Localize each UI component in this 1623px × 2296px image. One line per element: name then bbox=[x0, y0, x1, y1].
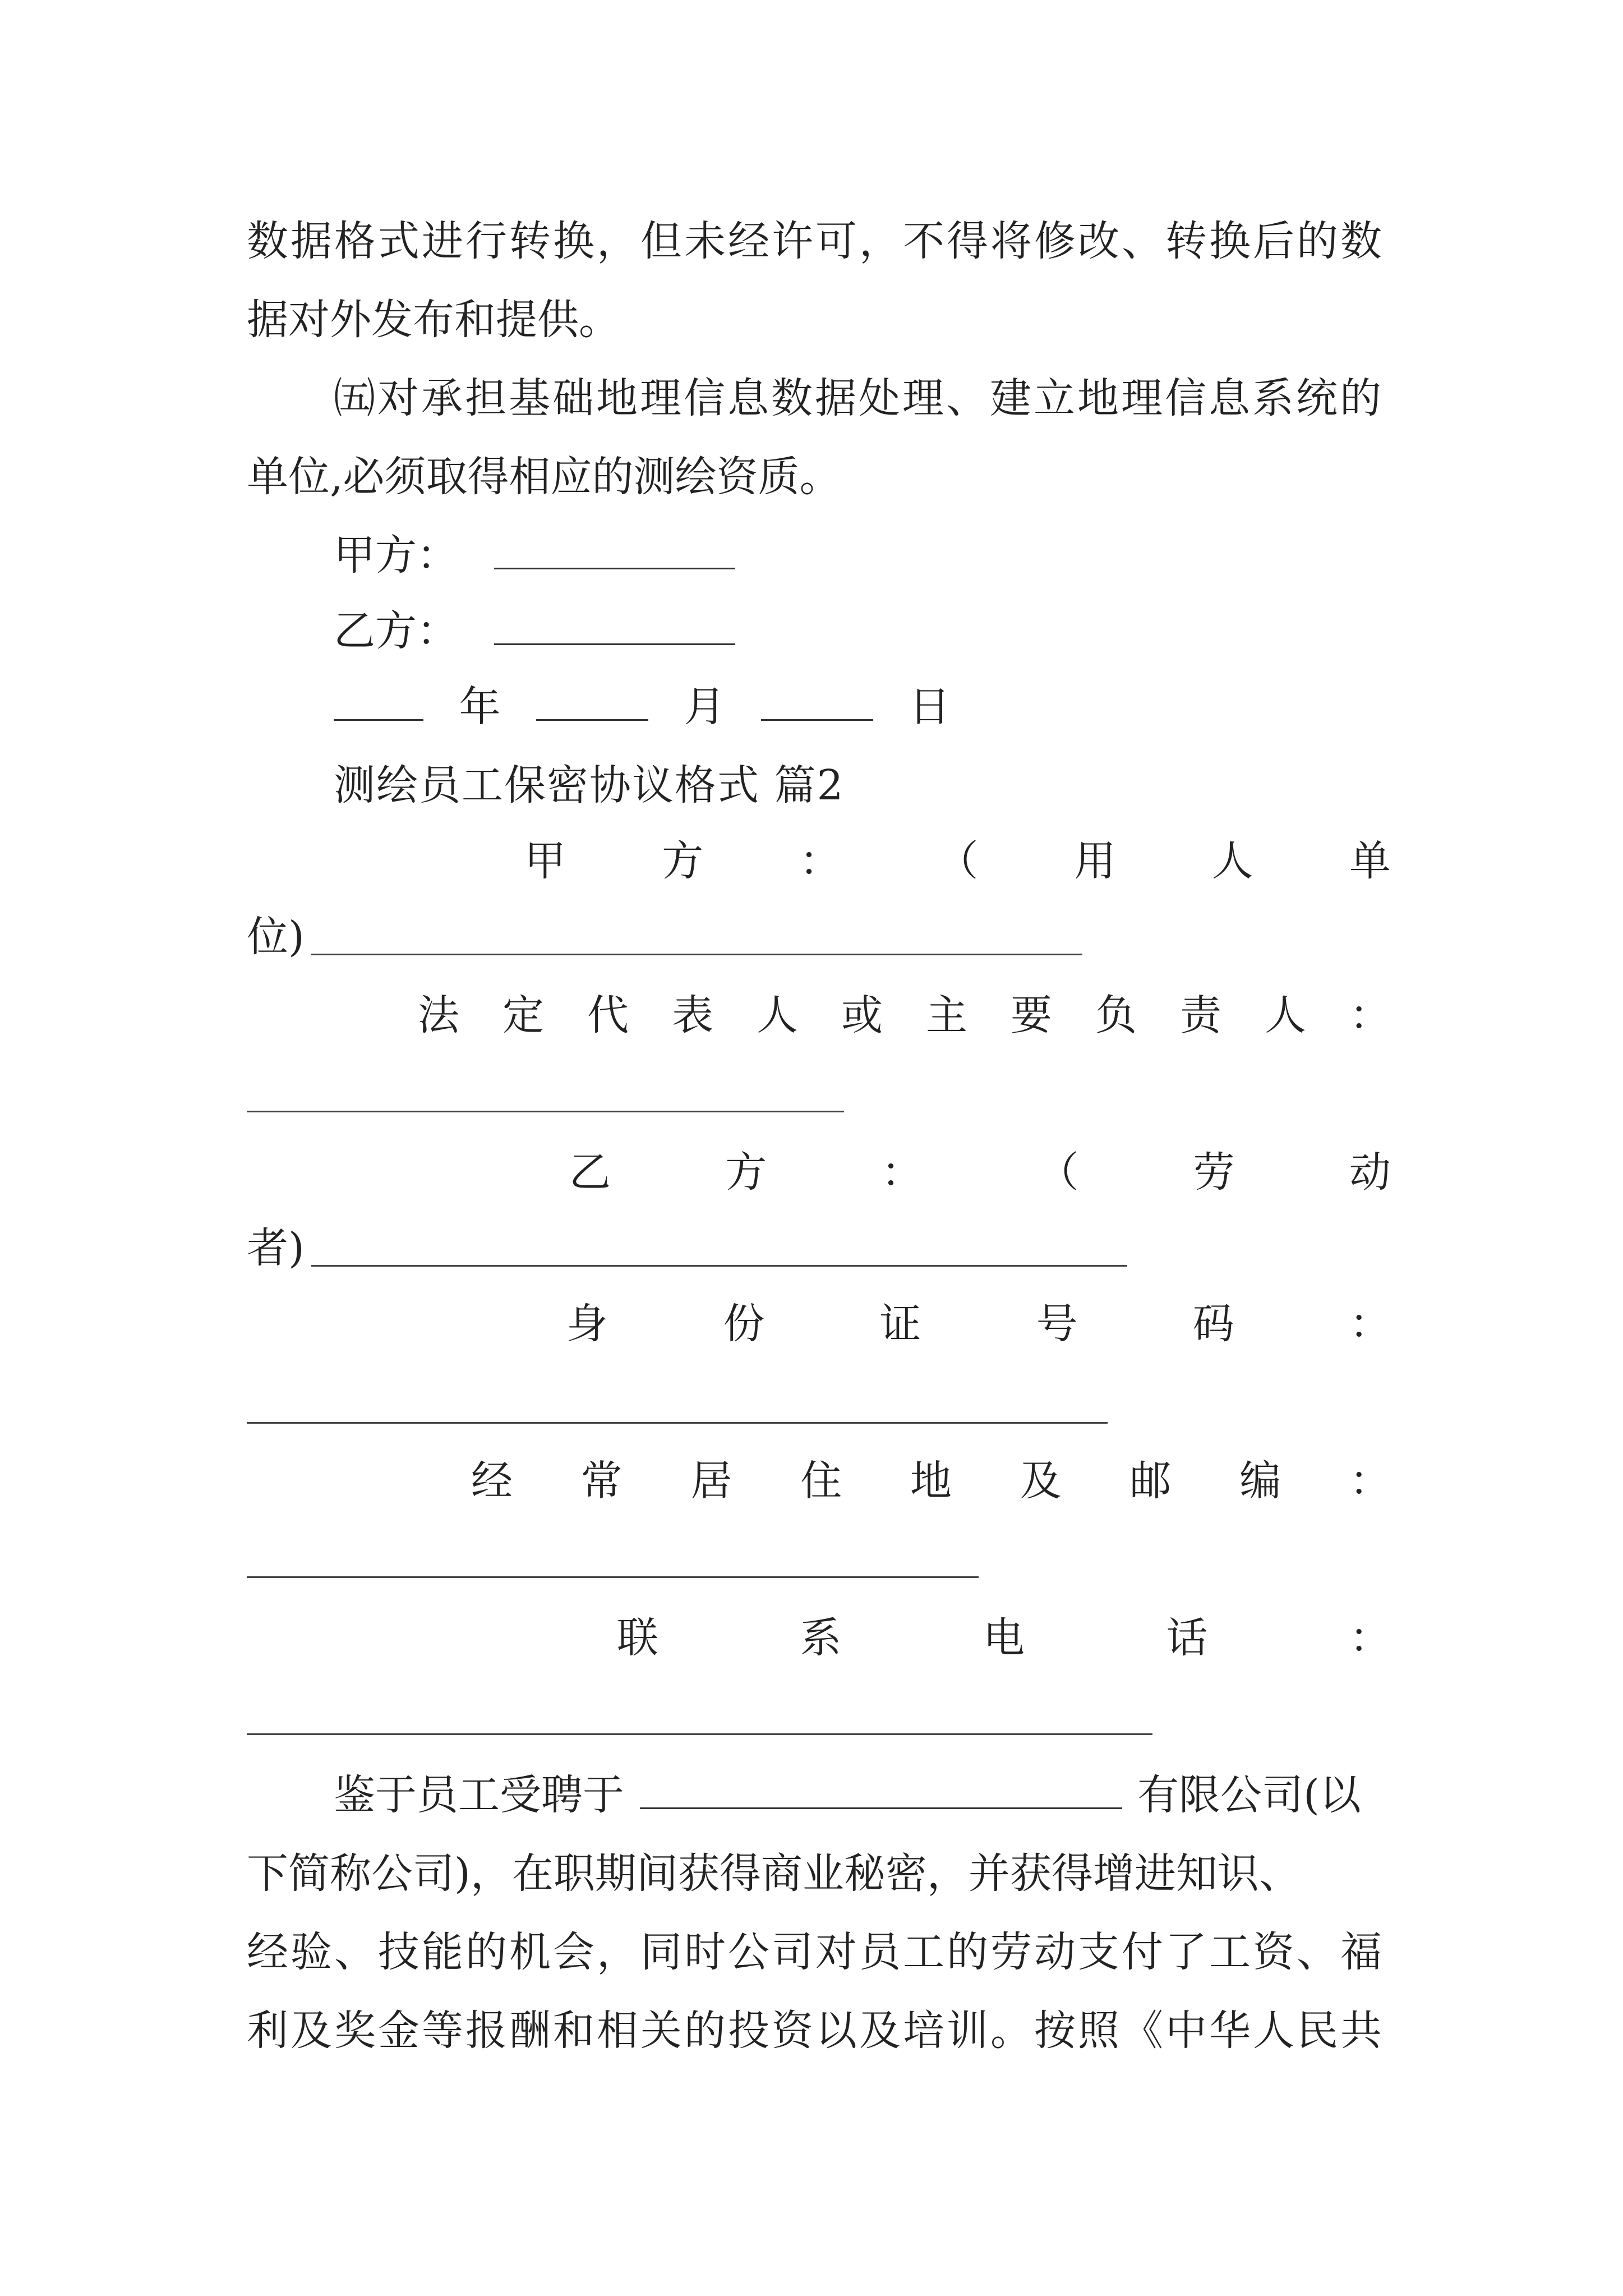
day-blank[interactable] bbox=[761, 685, 873, 721]
legal-rep-blank[interactable] bbox=[247, 1111, 844, 1112]
address-field-label bbox=[471, 1453, 1391, 1509]
char: 人 bbox=[1265, 991, 1306, 1039]
char: 码 bbox=[1192, 1300, 1234, 1348]
text: 经验、技能的机会，同时公司对员工的劳动支付了工资、福 bbox=[247, 1928, 1384, 1976]
paragraph-line: 单位,必须取得相应的测绘资质。 bbox=[247, 453, 841, 501]
char: 邮 bbox=[1129, 1457, 1172, 1505]
employer-field-label bbox=[524, 833, 1391, 889]
paragraph-line bbox=[247, 213, 1391, 269]
char: 方 bbox=[725, 1148, 767, 1197]
char: 劳 bbox=[1193, 1148, 1235, 1197]
char: ： bbox=[881, 1148, 923, 1197]
char: （ bbox=[937, 837, 979, 885]
char: 号 bbox=[1036, 1300, 1078, 1348]
employee-blank[interactable] bbox=[311, 1265, 1127, 1267]
body-line bbox=[247, 1924, 1391, 1980]
char: 编 bbox=[1239, 1457, 1281, 1505]
text: 鉴于员工受聘于 bbox=[334, 1771, 624, 1819]
year-label: 年 bbox=[459, 683, 501, 731]
month-label: 月 bbox=[684, 683, 726, 731]
char: 单 bbox=[1349, 837, 1391, 885]
char: ： bbox=[1349, 1614, 1391, 1662]
body-line: 下简称公司)，在职期间获得商业秘密，并获得增进知识、 bbox=[247, 1849, 1301, 1898]
char: 乙 bbox=[569, 1148, 611, 1197]
employee-field-tail: 者) bbox=[247, 1224, 305, 1272]
char: ： bbox=[799, 837, 841, 885]
char: 法 bbox=[418, 991, 459, 1039]
address-blank[interactable] bbox=[247, 1576, 979, 1578]
day-label: 日 bbox=[909, 683, 951, 731]
signature-date bbox=[334, 679, 951, 735]
employer-field-tail: 位) bbox=[247, 913, 305, 961]
char: ： bbox=[1349, 1457, 1391, 1505]
char: 表 bbox=[672, 991, 713, 1039]
char: 联 bbox=[617, 1614, 658, 1662]
char: 人 bbox=[757, 991, 798, 1039]
char: 身 bbox=[566, 1300, 608, 1348]
phone-blank[interactable] bbox=[247, 1733, 1152, 1735]
char: 地 bbox=[910, 1457, 952, 1505]
char: （ bbox=[1037, 1148, 1079, 1197]
employee-field-label bbox=[569, 1144, 1391, 1200]
char: 人 bbox=[1211, 837, 1253, 885]
year-blank[interactable] bbox=[334, 685, 423, 721]
body-line bbox=[334, 1767, 1361, 1823]
party-b-blank[interactable] bbox=[494, 610, 735, 645]
char: 方 bbox=[662, 837, 704, 885]
party-b-signature bbox=[334, 603, 735, 659]
party-a-blank[interactable] bbox=[494, 534, 735, 569]
text: 利及奖金等报酬和相关的投资以及培训。按照《中华人民共 bbox=[247, 2007, 1384, 2055]
party-a-label: 甲方： bbox=[334, 531, 458, 579]
id-blank[interactable] bbox=[247, 1422, 1108, 1424]
char: 责 bbox=[1180, 991, 1221, 1039]
phone-field-label bbox=[617, 1610, 1391, 1666]
char: 主 bbox=[926, 991, 967, 1039]
char: 话 bbox=[1166, 1614, 1208, 1662]
char: 动 bbox=[1349, 1148, 1391, 1197]
month-blank[interactable] bbox=[536, 685, 648, 721]
body-line bbox=[247, 2003, 1391, 2059]
paragraph-line: ㈤对承担基础地理信息数据处理、建立地理信息系统的 bbox=[334, 374, 1384, 422]
section-title: 测绘员工保密协议格式 篇2 bbox=[334, 761, 845, 809]
text: 数据格式进行转换，但未经许可，不得将修改、转换后的数 bbox=[247, 217, 1384, 265]
char: 证 bbox=[879, 1300, 921, 1348]
char: 经 bbox=[471, 1457, 513, 1505]
char: 用 bbox=[1074, 837, 1116, 885]
employer-blank[interactable] bbox=[311, 954, 1082, 955]
char: 定 bbox=[502, 991, 544, 1039]
id-field-label bbox=[566, 1296, 1391, 1352]
company-blank[interactable] bbox=[640, 1774, 1122, 1809]
char: 居 bbox=[690, 1457, 732, 1505]
char: 甲 bbox=[524, 837, 566, 885]
party-b-label: 乙方： bbox=[334, 607, 458, 655]
text: 有限公司(以 bbox=[1137, 1771, 1361, 1819]
char: 或 bbox=[841, 991, 883, 1039]
char: 负 bbox=[1095, 991, 1137, 1039]
char: 及 bbox=[1020, 1457, 1062, 1505]
char: 份 bbox=[723, 1300, 765, 1348]
party-a-signature bbox=[334, 527, 735, 583]
char: 系 bbox=[800, 1614, 842, 1662]
char: 常 bbox=[580, 1457, 623, 1505]
paragraph-line: 据对外发布和提供。 bbox=[247, 296, 620, 344]
char: 要 bbox=[1011, 991, 1052, 1039]
char: ： bbox=[1349, 1300, 1391, 1348]
char: 代 bbox=[587, 991, 629, 1039]
char: 住 bbox=[800, 1457, 842, 1505]
char: ： bbox=[1349, 991, 1391, 1039]
legal-rep-field-label bbox=[418, 987, 1391, 1043]
char: 电 bbox=[983, 1614, 1025, 1662]
